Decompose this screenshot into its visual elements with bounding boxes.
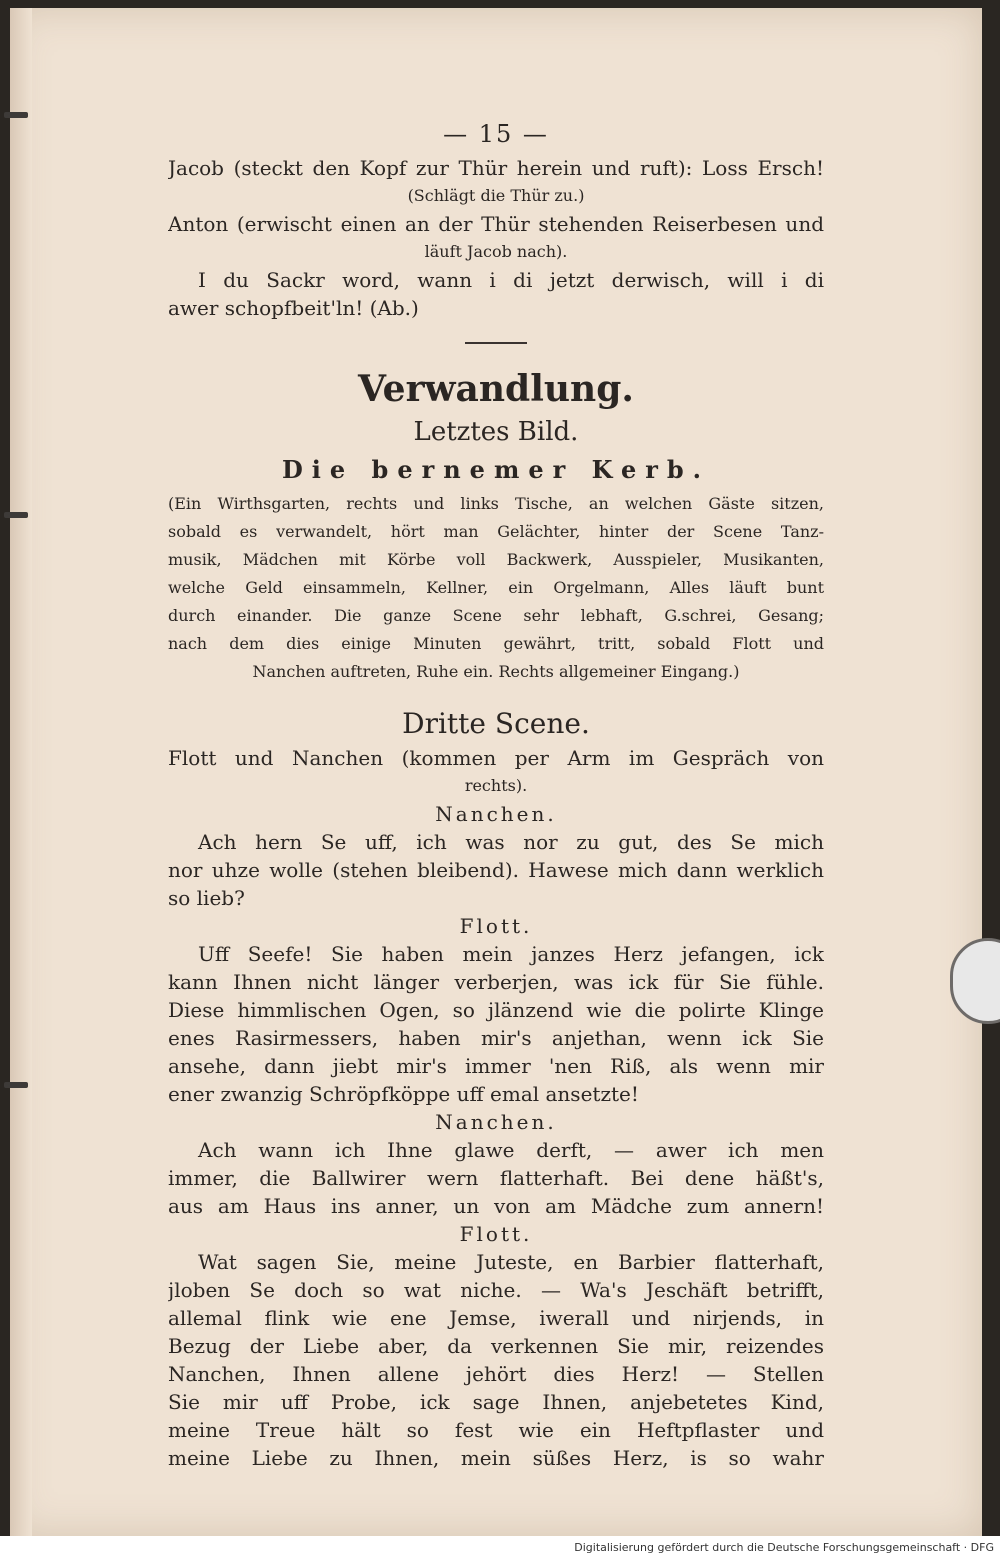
binding-stitch — [4, 1082, 28, 1088]
scene-title: Dritte Scene. — [402, 707, 590, 740]
text-line: rechts). — [464, 776, 528, 795]
dialogue-line: Uff Seefe! Sie haben mein janzes Herz jefangen, ick — [198, 942, 824, 966]
dialogue-line: kann Ihnen nicht länger verberjen, was ick für Sie fühle. — [168, 970, 824, 994]
dialogue-line: meine Treue hält so fest wie ein Heftpflaster und — [168, 1418, 824, 1442]
dialogue-line: ansehe, dann jiebt mir's immer 'nen Riß, als wenn mir — [168, 1054, 824, 1078]
section-title: Verwandlung. — [358, 368, 634, 410]
section-divider — [465, 342, 527, 344]
page-text — [168, 120, 824, 1472]
text-line: (Schlägt die Thür zu.) — [407, 186, 585, 205]
stage-direction-line: (Ein Wirthsgarten, rechts und links Tische, an welchen Gäste sitzen, — [168, 494, 824, 513]
stage-direction-line: musik, Mädchen mit Körbe voll Backwerk, Ausspieler, Musikanten, — [168, 550, 824, 569]
dialogue-line: Ach wann ich Ihne glawe derft, — awer ich men — [198, 1138, 824, 1162]
dialogue-line: Diese himmlischen Ogen, so jlänzend wie die polirte Klinge — [168, 998, 824, 1022]
dialogue-line: jloben Se doch so wat niche. — Wa's Jeschäft betrifft, — [168, 1278, 824, 1302]
dialogue-line: ener zwanzig Schröpfköppe uff emal ansetzte! — [168, 1082, 639, 1106]
binding-stitch — [4, 112, 28, 118]
dialogue-line: Nanchen, Ihnen allene jehört dies Herz! — Stellen — [168, 1362, 824, 1386]
dialogue-line: aus am Haus ins anner, un von am Mädche zum annern! — [168, 1194, 824, 1218]
text-line: I du Sackr word, wann i di jetzt derwisch, will i di — [198, 268, 824, 292]
stage-direction-line: durch einander. Die ganze Scene sehr lebhaft, G.schrei, Gesang; — [168, 606, 824, 625]
stage-direction-line: nach dem dies einige Minuten gewährt, tritt, sobald Flott und — [168, 634, 824, 653]
stage-direction-line: welche Geld einsammeln, Kellner, ein Orgelmann, Alles läuft bunt — [168, 578, 824, 597]
text-line: Jacob (steckt den Kopf zur Thür herein und ruft): Loss Ersch! — [168, 156, 824, 180]
dialogue-line: Wat sagen Sie, meine Juteste, en Barbier flatterhaft, — [198, 1250, 824, 1274]
page-spine — [10, 8, 32, 1536]
stage-direction-line: sobald es verwandelt, hört man Gelächter, hinter der Scene Tanz- — [168, 522, 824, 541]
dialogue-line: so lieb? — [168, 886, 245, 910]
dialogue-line: allemal flink wie ene Jemse, iwerall und nirjends, in — [168, 1306, 824, 1330]
page-number: — 15 — — [443, 120, 549, 148]
stage-direction-line: Nanchen auftreten, Ruhe ein. Rechts allgemeiner Eingang.) — [252, 662, 740, 681]
section-subtitle: Letztes Bild. — [413, 417, 579, 447]
digitization-credit: Digitalisierung gefördert durch die Deutsche Forschungsgemeinschaft · DFG — [0, 1536, 1000, 1560]
text-line: awer schopfbeit'ln! (Ab.) — [168, 296, 419, 320]
dialogue-line: immer, die Ballwirer wern flatterhaft. Bei dene häßt's, — [168, 1166, 824, 1190]
text-line: läuft Jacob nach). — [424, 242, 568, 261]
speaker-name: Flott. — [459, 1222, 533, 1246]
dialogue-line: meine Liebe zu Ihnen, mein süßes Herz, is so wahr — [168, 1446, 824, 1470]
dialogue-line: Bezug der Liebe aber, da verkennen Sie mir, reizendes — [168, 1334, 824, 1358]
text-line: Anton (erwischt einen an der Thür stehenden Reiserbesen und — [168, 212, 824, 236]
dialogue-line: nor uhze wolle (stehen bleibend). Hawese mich dann werklich — [168, 858, 824, 882]
text-line: Flott und Nanchen (kommen per Arm im Gespräch von — [168, 746, 824, 770]
dialogue-line: Ach hern Se uff, ich was nor zu gut, des Se mich — [198, 830, 824, 854]
binding-stitch — [4, 512, 28, 518]
dialogue-line: Sie mir uff Probe, ick sage Ihnen, anjebetetes Kind, — [168, 1390, 824, 1414]
scene-name: Die bernemer Kerb. — [281, 455, 710, 484]
dialogue-line: enes Rasirmessers, haben mir's anjethan, wenn ick Sie — [168, 1026, 824, 1050]
speaker-name: Nanchen. — [435, 1110, 557, 1134]
speaker-name: Flott. — [459, 914, 533, 938]
speaker-name: Nanchen. — [435, 802, 557, 826]
